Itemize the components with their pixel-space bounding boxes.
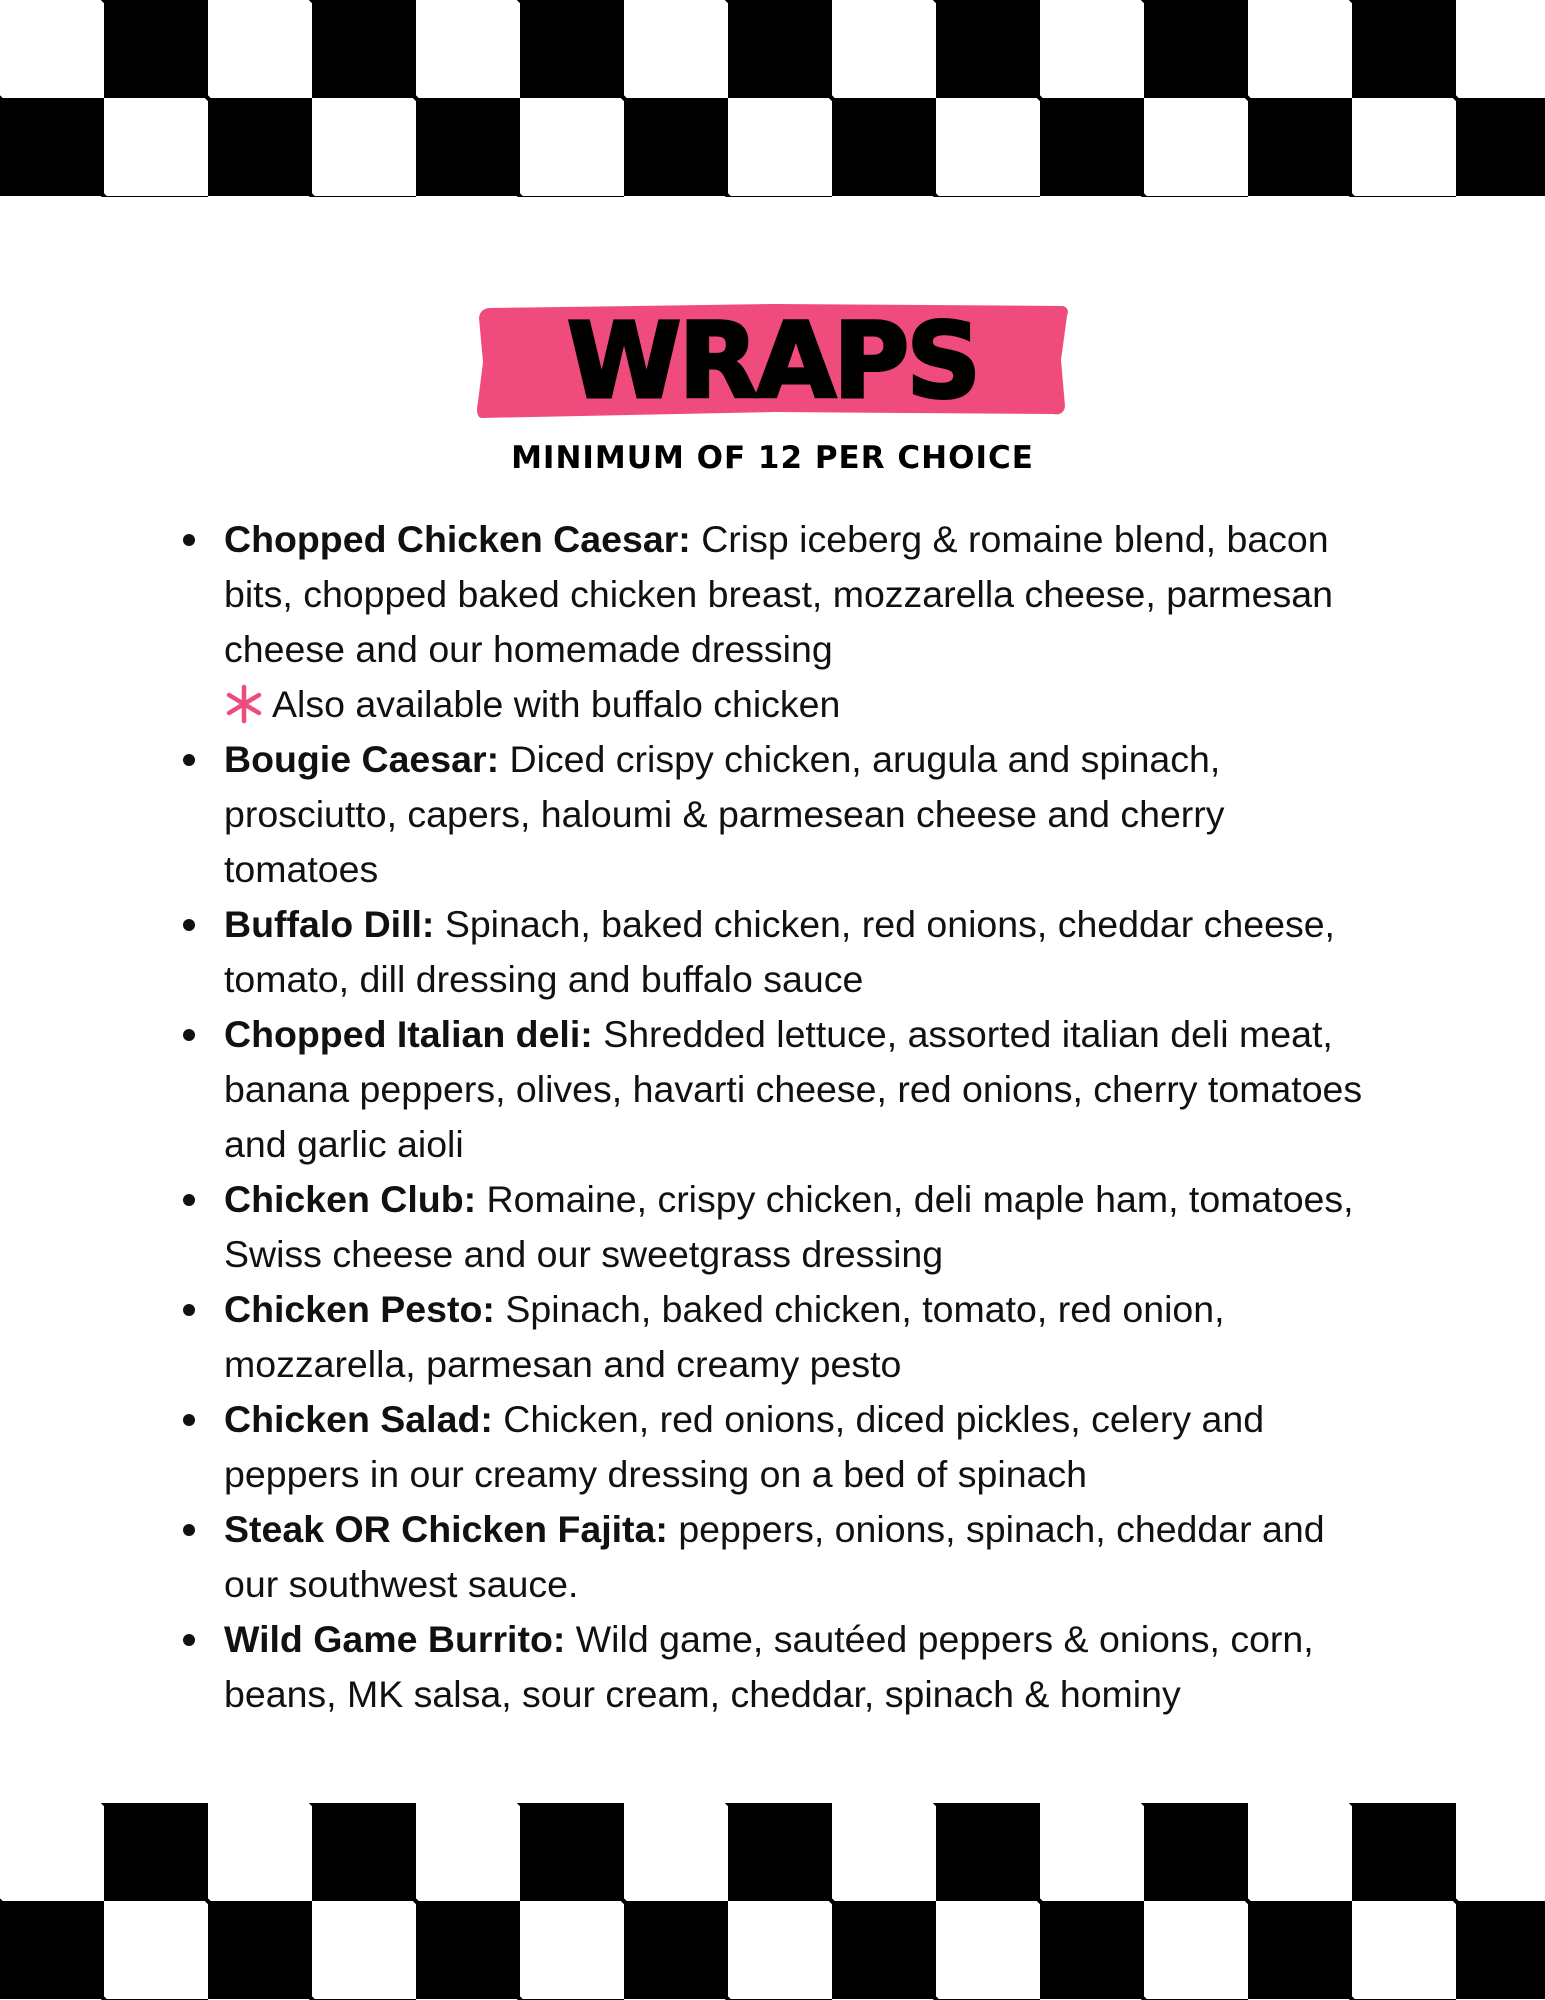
bullet-icon	[183, 1304, 195, 1316]
bullet-icon	[183, 1029, 195, 1041]
checkered-border-bottom	[0, 1803, 1545, 2000]
item-name: Steak OR Chicken Fajita:	[224, 1508, 668, 1550]
item-name: Chopped Italian deli:	[224, 1013, 593, 1055]
bullet-icon	[183, 754, 195, 766]
bullet-icon	[183, 919, 195, 931]
item-name: Wild Game Burrito:	[224, 1618, 566, 1660]
item-description: Chicken, red onions, diced pickles, celery and peppers in our creamy dressing on a bed of spinach	[224, 1398, 1265, 1495]
bullet-icon	[183, 1414, 195, 1426]
list-item	[0, 897, 1545, 1007]
bullet-icon	[183, 1634, 195, 1646]
item-description: Spinach, baked chicken, tomato, red onion, mozzarella, parmesan and creamy pesto	[224, 1288, 1225, 1385]
list-item	[0, 1007, 1545, 1172]
page-subtitle: MINIMUM OF 12 PER CHOICE	[511, 440, 1034, 476]
item-note-text: Also available with buffalo chicken	[272, 683, 841, 725]
bullet-icon	[183, 1524, 195, 1536]
bullet-icon	[183, 1194, 195, 1206]
list-item	[0, 1392, 1545, 1502]
item-description: Diced crispy chicken, arugula and spinach, prosciutto, capers, haloumi & parmesean cheese and cherry tomatoes	[224, 738, 1225, 890]
item-name: Chicken Pesto:	[224, 1288, 495, 1330]
item-description: Wild game, sautéed peppers & onions, corn, beans, MK salsa, sour cream, cheddar, spinach & hominy	[224, 1618, 1314, 1715]
item-name: Bougie Caesar:	[224, 738, 500, 780]
item-name: Chopped Chicken Caesar:	[224, 518, 691, 560]
page-title: WRAPS	[566, 300, 979, 422]
bullet-icon	[183, 534, 195, 546]
wraps-list	[0, 512, 1545, 1722]
list-item	[0, 732, 1545, 897]
title-banner	[475, 302, 1070, 420]
item-name: Chicken Club:	[224, 1178, 477, 1220]
item-description: Crisp iceberg & romaine blend, bacon bits, chopped baked chicken breast, mozzarella cheese, parmesan cheese and our homemade dressing	[224, 518, 1333, 670]
list-item	[0, 1172, 1545, 1282]
item-name: Chicken Salad:	[224, 1398, 493, 1440]
list-item	[0, 512, 1545, 732]
checkered-border-top	[0, 0, 1545, 197]
asterisk-icon	[224, 684, 264, 724]
item-description: Shredded lettuce, assorted italian deli meat, banana peppers, olives, havarti cheese, red onions, cherry tomatoes and garlic aioli	[224, 1013, 1363, 1165]
item-description: peppers, onions, spinach, cheddar and our southwest sauce.	[224, 1508, 1325, 1605]
list-item	[0, 1282, 1545, 1392]
list-item	[0, 1502, 1545, 1612]
item-note	[224, 677, 1385, 732]
item-description: Romaine, crispy chicken, deli maple ham, tomatoes, Swiss cheese and our sweetgrass dressing	[224, 1178, 1354, 1275]
item-description: Spinach, baked chicken, red onions, cheddar cheese, tomato, dill dressing and buffalo sauce	[224, 903, 1335, 1000]
list-item	[0, 1612, 1545, 1722]
item-name: Buffalo Dill:	[224, 903, 435, 945]
